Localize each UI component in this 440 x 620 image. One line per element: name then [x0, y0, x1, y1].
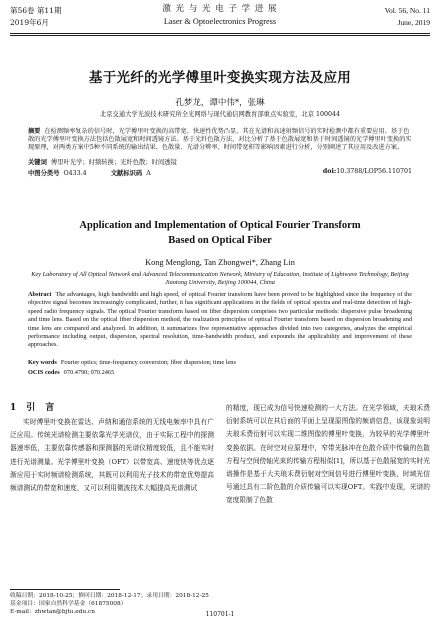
- ocis-text: 070.4790; 070.2465: [63, 369, 115, 376]
- authors-cn: 孔梦龙，谭中伟*，张琳: [175, 98, 265, 108]
- abstract-cn: [28, 128, 412, 153]
- keywords-cn: [28, 157, 412, 166]
- section-title: 引言: [26, 403, 65, 413]
- running-header: [10, 4, 430, 34]
- abstract-cn-label: 摘要: [28, 128, 41, 135]
- abstract-en-text: The advantages, high bandwidth and high speed, of optical Fourier transform have been proved to be highlighted since the frequency of the objective signal becomes increasingly complicated, further, it has significant applications in the fields of optical spectra and real-time detection of high-speed radio frequency signals. The optical Fourier transform based on fiber dispersion comprises two particular methods: dispersive pulse broadening and time lens. Based on the optical fiber dispersion method, the realization principles of optical Fourier transform based on dispersion broadening and time lens are compared and analyzed. In addition, it summarizes five representative approaches divided into two categories, analyzes the empirical performance including output, dispersion, spectral resolution, time-bandwidth product, and expounds the applicability and improvement of these approaches.: [28, 291, 412, 349]
- journal-cn: 激 光 与 光 电 子 学 进 展: [162, 4, 278, 14]
- section-number: 1: [10, 403, 27, 413]
- body-left-column: [10, 416, 214, 495]
- ocis-label: OCIS codes: [28, 369, 60, 376]
- keywords-en: [28, 359, 412, 366]
- doc-code-value: A: [146, 170, 151, 177]
- page-number: 110701-1: [205, 611, 235, 618]
- keywords-cn-text: 傅里叶光学；时频转换；光纤色散；时间透镜: [50, 159, 177, 166]
- keywords-en-text: Fourier optics; time-frequency conversion; fiber dispersion; time lens: [60, 359, 236, 366]
- clc-value: O433.4: [63, 170, 87, 177]
- doi-label: doi:: [322, 168, 337, 175]
- affiliation-en: Key Laboratory of All Optical Network and Advanced Telecommunication Network, Ministry of Education, Institute of Lightwave Technology, Beijing Jiaotong University, Beijing 100044, China: [31, 271, 409, 286]
- body-right-column: [226, 402, 430, 508]
- abstract-en: [28, 291, 412, 350]
- section-heading: [10, 400, 64, 413]
- date-cn: 2019年6月: [10, 18, 49, 27]
- doi-value: 10.3788/LOP56.110701: [336, 168, 412, 175]
- journal-en: Laser & Optoelectronics Progress: [163, 17, 277, 26]
- footnote-rule: [10, 589, 120, 590]
- date-en: June, 2019: [397, 18, 430, 27]
- volume-cn: 第56卷 第11期: [10, 6, 62, 15]
- classification-row: [28, 168, 412, 177]
- volume-en: Vol. 56, No. 11: [384, 6, 430, 15]
- header-rule-thin: [10, 35, 430, 36]
- footnote-email: E-mail：zhwtan@bjtu.edu.cn: [10, 609, 95, 615]
- affiliation-cn: 北京交通大学光波技术研究所全光网络与现代通信网教育部重点实验室，北京 100044: [99, 111, 341, 118]
- footnote-received: 收稿日期：2018-10-25；修回日期：2018-12-17；录用日期：2018-12-25: [10, 593, 209, 599]
- keywords-en-label: Key words: [28, 359, 57, 366]
- paper-title-en-line1: Application and Implementation of Optical Fourier Transform: [79, 220, 361, 231]
- footnote-fund: 基金项目：国家自然科学基金（61875008）: [10, 601, 127, 607]
- paper-title-cn: 基于光纤的光学傅里叶变换实现方法及应用: [88, 70, 352, 86]
- abstract-en-label: Abstract: [28, 291, 52, 298]
- clc-label: 中图分类号: [28, 170, 60, 177]
- authors-en: Kong Menglong, Tan Zhongwei*, Zhang Lin: [145, 258, 295, 267]
- body-paragraph: 的精度，现已成为信号快速检测的一大方法。在光学领域，夫琅禾费衍射系统可以在其后面的平面上呈现原图像的频谱信息，该现象说明夫琅禾费衍射可以实现二维图像的傅里叶变换，为较早的光学傅里叶变换依据。在时空对应原理中，窄带光脉冲在色散介质中传输的色散方程与空间傍轴光束的传输方程相似[1]，所以基于色散展宽的实时光谱操作是基于大夫琅禾费衍射对空间信号进行傅里叶变换，时域光信号通过具有二阶色散的介质传输可以实现OFT。实践中发现，光谱的宽度限制了色散: [226, 404, 430, 505]
- body-paragraph: 实时傅里叶变换在雷达、声纳和通信系统的无线电频率中具有广泛应用。传统光谱检测主要依靠光学光谱仪，由于实际工程中的探测器速率低，主要依靠传感器和探测器的光谱仪精度较低，且不能实时进行光谱测量。光学傅里叶变换（OFT）以带宽高、速度快等优点逐渐应用于实时频谱检测系统，其既可以利用光子技术的带宽优势提高频谱测试的带宽和速度，又可以利用微波技术大幅提高光谱测试: [10, 418, 214, 493]
- paper-title-en-line2: Based on Optical Fiber: [168, 235, 272, 246]
- ocis-codes: [28, 369, 412, 376]
- keywords-cn-label: 关键词: [28, 159, 47, 166]
- header-rule: [10, 33, 430, 34]
- abstract-cn-text: 在检测频率复杂的信号时，光学傅里叶变换的高带宽、快速性优势凸显，其在光谱和高速射频信号的实时检测中都有重要应用。基于色散的光学傅里叶变换方法包括色散展宽和时间透镜方法。基于光纤色散方法，对比分析了基于色散展宽和基于时间透镜的光学傅里叶变换的实现原理，对两类方案中5种不同系统的输出结果、色散量、光谱分辨率、时间带宽积等影响因素进行分析，分别阐述了其应用及改进方案。: [28, 128, 412, 152]
- doc-code-label: 文献标识码: [110, 170, 143, 177]
